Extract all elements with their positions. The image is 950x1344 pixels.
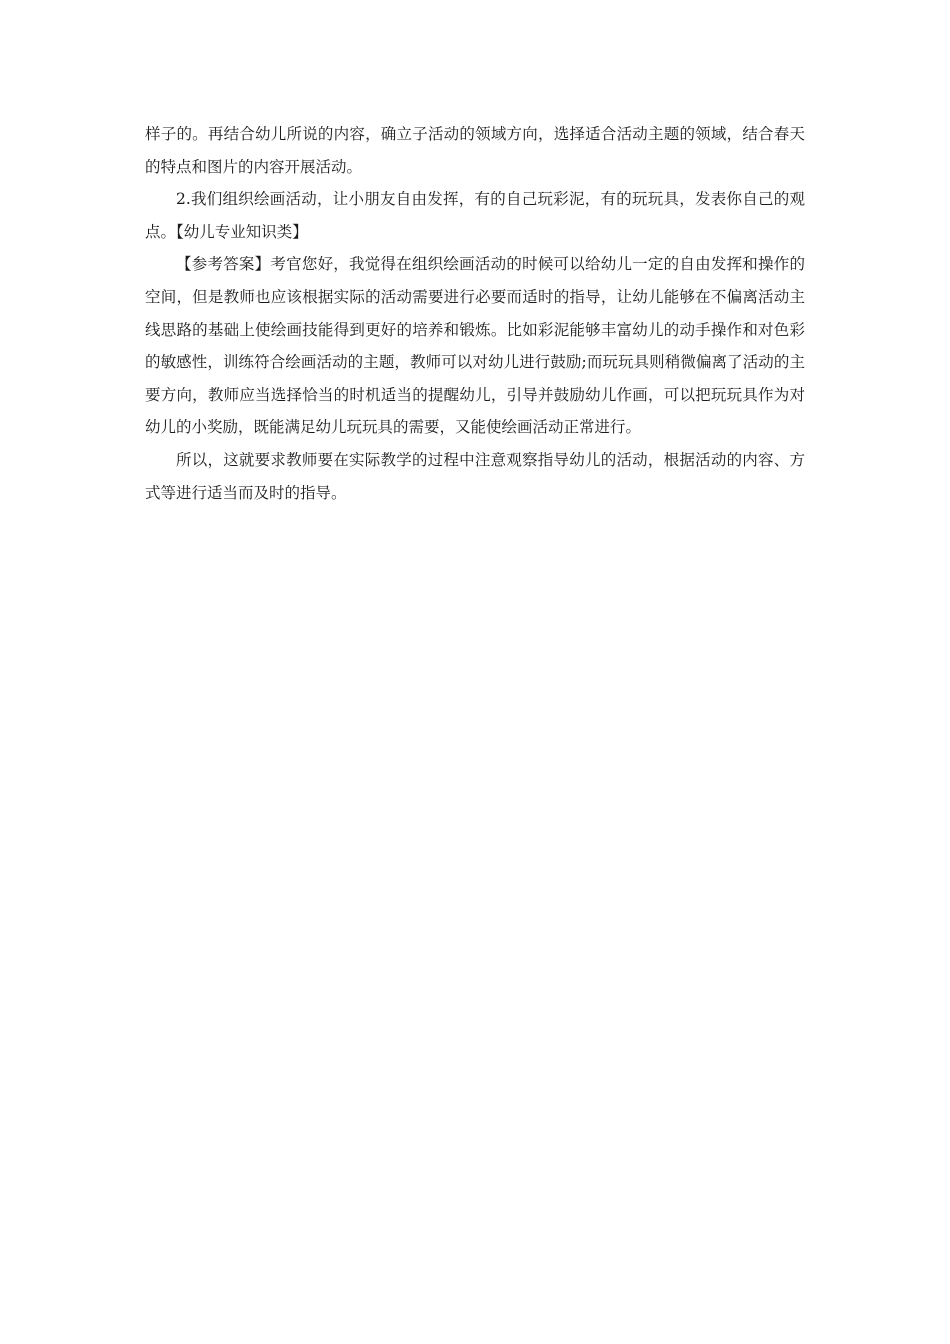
document-body [145, 118, 805, 509]
paragraph-reference-answer: 【参考答案】考官您好，我觉得在组织绘画活动的时候可以给幼儿一定的自由发挥和操作的空间，但是教师也应该根据实际的活动需要进行必要而适时的指导，让幼儿能够在不偏离活动主线思路的基础上使绘画技能得到更好的培养和锻炼。比如彩泥能够丰富幼儿的动手操作和对色彩的敏感性，训练符合绘画活动的主题，教师可以对幼儿进行鼓励;而玩玩具则稍微偏离了活动的主要方向，教师应当选择恰当的时机适当的提醒幼儿，引导并鼓励幼儿作画，可以把玩玩具作为对幼儿的小奖励，既能满足幼儿玩玩具的需要，又能使绘画活动正常进行。 [145, 255, 805, 437]
paragraph-conclusion: 所以，这就要求教师要在实际教学的过程中注意观察指导幼儿的活动，根据活动的内容、方式等进行适当而及时的指导。 [145, 450, 805, 502]
paragraph-continuation: 样子的。再结合幼儿所说的内容，确立子活动的领域方向，选择适合活动主题的领域，结合春天的特点和图片的内容开展活动。 [145, 125, 805, 176]
paragraph-question-2: 2.我们组织绘画活动，让小朋友自由发挥，有的自己玩彩泥，有的玩玩具，发表你自己的观点。【幼儿专业知识类】 [145, 190, 805, 241]
